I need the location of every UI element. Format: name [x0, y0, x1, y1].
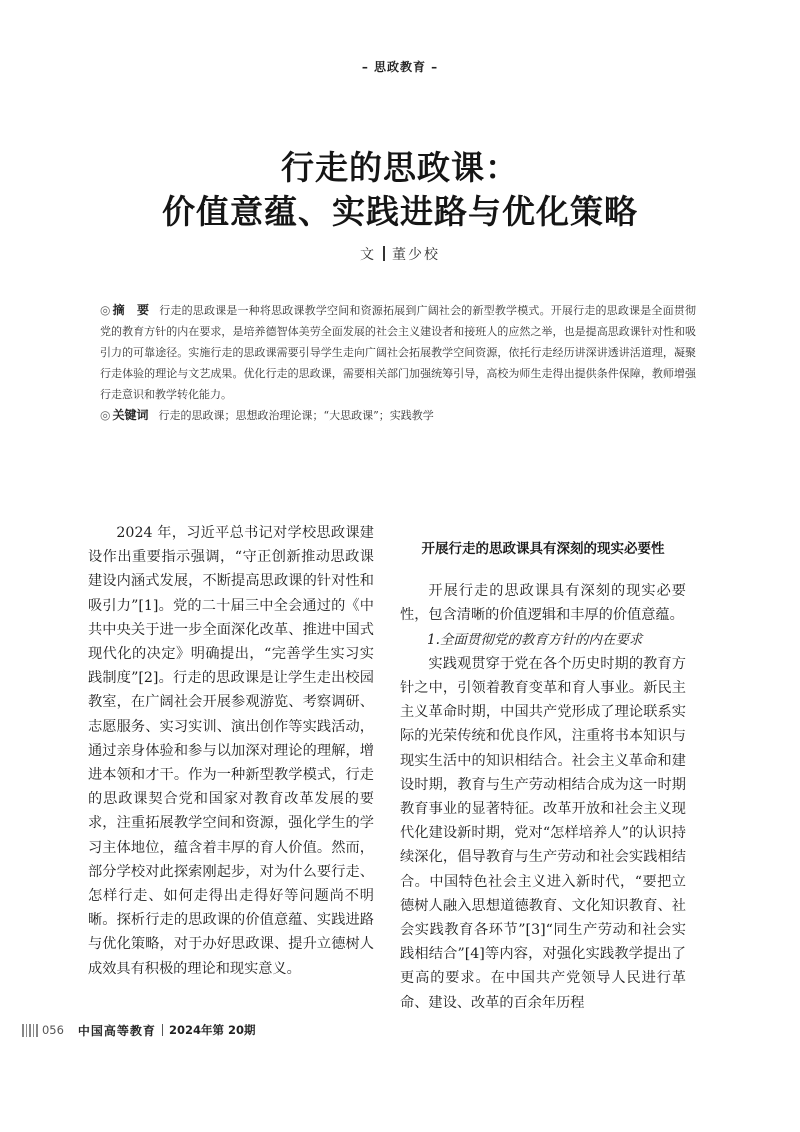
- abstract-label: ◎ 摘 要: [100, 303, 150, 317]
- left-column: [88, 521, 374, 981]
- journal-name: 中国高等教育: [77, 1023, 156, 1038]
- page-footer: [22, 1022, 255, 1038]
- section-label: – 思政教育 –: [361, 60, 439, 74]
- abstract-block: [100, 300, 696, 426]
- body-paragraph: 实践观贯穿于党在各个历史时期的教育方针之中，引领着教育变革和育人事业。新民主主义革命时期，中国共产党形成了理论联系实际的光荣传统和优良作风，注重将书本知识与现实生活中的知识相结合。社会主义革命和建设时期，教育与生产劳动相结合成为这一时期教育事业的显著特征。改革开放和社会主义现代化建设新时期，党对“怎样培养人”的认识持续深化，倡导教育与生产劳动和社会实践相结合。中国特色社会主义进入新时代，“要把立德树人融入思想道德教育、文化知识教育、社会实践教育各环节”[3]“同生产劳动和社会实践相结合”[4]等内容，对强化实践教学提出了更高的要求。在中国共产党领导人民进行革命、建设、改革的百余年历程: [400, 655, 686, 1011]
- author-prefix: 文: [360, 247, 376, 263]
- footer-divider: [162, 1024, 163, 1036]
- body-paragraph: 2024 年，习近平总书记对学校思政课建设作出重要指示强调，“守正创新推动思政课建设内涵式发展，不断提高思政课的针对性和吸引力”[1]。党的二十届三中全会通过的《中共中央关于进一步全面深化改革、推进中国式现代化的决定》明确提出，“完善学生实习实践制度”[2]。行走的思政课是让学生走出校园教室，在广阔社会开展参观游览、考察调研、志愿服务、实习实训、演出创作等实践活动，通过亲身体验和参与以加深对理论的理解，增进本领和才干。作为一种新型教学模式，行走的思政课契合党和国家对教育改革发展的要求，注重拓展教学空间和资源，强化学生的学习主体地位，蕴含着丰厚的育人价值。然而，部分学校对此探索刚起步，对为什么要行走、怎样行走、如何走得出走得好等问题尚不明晰。探析行走的思政课的价值意蕴、实践进路与优化策略，对于办好思政课、提升立德树人成效具有积极的理论和现实意义。: [88, 525, 374, 977]
- body-paragraph: 开展行走的思政课具有深刻的现实必要性，包含清晰的价值逻辑和丰厚的价值意蕴。: [400, 583, 686, 624]
- keywords-label: ◎ 关键词: [100, 408, 149, 422]
- abstract-text: 行走的思政课是一种将思政课教学空间和资源拓展到广阔社会的新型教学模式。开展行走的思政课是全面贯彻党的教育方针的内在要求，是培养德智体美劳全面发展的社会主义建设者和接班人的应然之举，也是提高思政课针对性和吸引力的可靠途径。实施行走的思政课需要引导学生走向广阔社会拓展教学空间资源，依托行走经历讲深讲透讲活道理，凝聚行走体验的理论与文艺成果。优化行走的思政课，需要相关部门加强统筹引导，高校为师生走得出提供条件保障，教师增强行走意识和教学转化能力。: [100, 304, 696, 401]
- right-column: [400, 537, 686, 1015]
- author-line: [0, 244, 800, 264]
- keywords-paragraph: [100, 405, 696, 426]
- page-number: 056: [41, 1023, 64, 1037]
- author-divider: [383, 246, 385, 261]
- article-title-line-2: 价值意蕴、实践进路与优化策略: [162, 192, 638, 231]
- article-title-line-1: 行走的思政课：: [281, 148, 519, 187]
- abstract-paragraph: [100, 300, 696, 405]
- barcode-decoration-icon: [22, 1024, 38, 1037]
- keywords-bullet-icon: ◎: [100, 408, 111, 422]
- keywords-text: 行走的思政课；思想政治理论课；“大思政课”；实践教学: [158, 409, 434, 422]
- author-name: 董少校: [392, 247, 440, 263]
- subheading: 1.全面贯彻党的教育方针的内在要求: [427, 631, 643, 648]
- issue-label: 2024年第 20期: [168, 1023, 256, 1037]
- abstract-bullet-icon: ◎: [100, 303, 111, 317]
- section-heading: 开展行走的思政课具有深刻的现实必要性: [421, 541, 665, 557]
